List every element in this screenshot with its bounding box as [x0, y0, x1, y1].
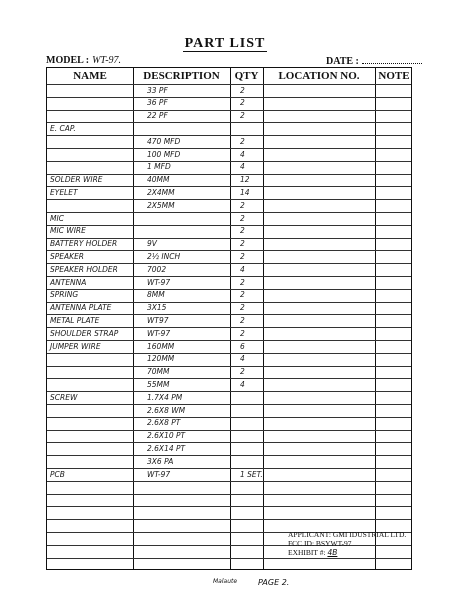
date-blank-line — [362, 55, 422, 64]
row-divider — [47, 404, 411, 405]
cell-description: 3X15 — [147, 303, 167, 313]
cell-qty: 2 — [240, 200, 245, 210]
cell-qty: 2 — [240, 367, 245, 377]
cell-description: 2X4MM — [147, 187, 175, 197]
cell-description: 100 MFD — [147, 149, 181, 159]
cell-qty: 6 — [240, 341, 245, 351]
cell-description: 1.7X4 PM — [147, 392, 183, 402]
cell-description: 7002 — [147, 264, 167, 274]
cell-description: 160MM — [147, 341, 175, 351]
row-divider — [47, 122, 411, 123]
cell-qty: 2 — [240, 290, 245, 300]
cell-qty: 2 — [240, 85, 245, 95]
row-divider — [47, 353, 411, 354]
row-divider — [47, 442, 411, 443]
cell-qty: 4 — [240, 149, 245, 159]
cell-description: 2X5MM — [147, 200, 175, 210]
cell-description: 2.6X14 PT — [147, 443, 186, 453]
exhibit-value: 4B — [327, 548, 338, 557]
cell-qty: 2 — [240, 111, 245, 121]
cell-description: 2½ INCH — [147, 251, 181, 261]
cell-name: PCB — [50, 469, 65, 479]
cell-description: 2.6X8 PT — [147, 418, 181, 428]
row-divider — [47, 417, 411, 418]
cell-name: SOLDER WIRE — [50, 175, 103, 185]
cell-qty: 2 — [240, 315, 245, 325]
cell-qty: 2 — [240, 98, 245, 108]
cell-name: ANTENNA — [50, 277, 87, 287]
cell-qty: 2 — [240, 213, 245, 223]
cell-description: 470 MFD — [147, 136, 181, 146]
cell-description: 36 PF — [147, 98, 168, 108]
row-divider — [47, 481, 411, 482]
header-description: DESCRIPTION — [143, 70, 220, 82]
cell-name: ANTENNA PLATE — [50, 303, 112, 313]
cell-description: WT-97 — [147, 469, 171, 479]
model-field — [46, 55, 121, 66]
cell-description: 2.6X10 PT — [147, 431, 186, 441]
cell-name: MIC — [50, 213, 64, 223]
row-divider — [47, 455, 411, 456]
cell-qty: 2 — [240, 136, 245, 146]
row-divider — [47, 558, 411, 559]
row-divider — [47, 430, 411, 431]
cell-description: 3X6 PA — [147, 456, 174, 466]
row-divider — [47, 366, 411, 367]
cell-description: 40MM — [147, 175, 170, 185]
cell-description: 9V — [147, 239, 157, 249]
part-list-table — [46, 67, 412, 570]
cell-name: SPEAKER HOLDER — [50, 264, 118, 274]
cell-name: BATTERY HOLDER — [50, 239, 118, 249]
cell-name: E. CAP. — [50, 123, 76, 133]
cell-description: WT-97 — [147, 277, 171, 287]
cell-name: SPRING — [50, 290, 79, 300]
row-divider — [47, 519, 411, 520]
cell-qty: 2 — [240, 303, 245, 313]
cell-qty: 2 — [240, 277, 245, 287]
date-label: DATE : — [326, 56, 359, 67]
cell-description: 1 MFD — [147, 162, 171, 172]
cell-name: METAL PLATE — [50, 315, 100, 325]
row-divider — [47, 97, 411, 98]
cell-description: 55MM — [147, 379, 170, 389]
applicant-block — [288, 530, 406, 557]
cell-description: 33 PF — [147, 85, 168, 95]
row-divider — [47, 494, 411, 495]
header-location-no: LOCATION NO. — [278, 70, 360, 82]
date-field — [326, 55, 422, 67]
header-note: NOTE — [378, 70, 410, 82]
model-label: MODEL : — [46, 55, 90, 66]
row-divider — [47, 289, 411, 290]
row-divider — [47, 135, 411, 136]
row-divider — [47, 110, 411, 111]
cell-name: EYELET — [50, 187, 78, 197]
cell-qty: 14 — [240, 187, 250, 197]
header-qty: QTY — [234, 70, 259, 82]
row-divider — [47, 378, 411, 379]
cell-qty: 2 — [240, 239, 245, 249]
cell-qty: 4 — [240, 162, 245, 172]
cell-description: 2.6X8 WM — [147, 405, 186, 415]
cell-description: WT97 — [147, 315, 169, 325]
cell-name: SHOULDER STRAP — [50, 328, 119, 338]
cell-description: 8MM — [147, 290, 165, 300]
cell-description: WT-97 — [147, 328, 171, 338]
exhibit-label: EXHIBIT #: — [288, 548, 326, 557]
cell-name: SPEAKER — [50, 251, 85, 261]
cell-qty: 2 — [240, 328, 245, 338]
row-divider — [47, 212, 411, 213]
row-divider — [47, 161, 411, 162]
cell-qty: 12 — [240, 175, 250, 185]
row-divider — [47, 225, 411, 226]
cell-qty: 4 — [240, 379, 245, 389]
cell-qty: 2 — [240, 226, 245, 236]
cell-qty: 4 — [240, 354, 245, 364]
cell-name: SCREW — [50, 392, 78, 402]
row-divider — [47, 468, 411, 469]
page-title: PART LIST — [184, 36, 266, 51]
cell-description: 70MM — [147, 367, 170, 377]
header-name: NAME — [73, 70, 107, 82]
cell-name: JUMPER WIRE — [50, 341, 101, 351]
cell-name: MIC WIRE — [50, 226, 86, 236]
footer-note: Malaute — [213, 578, 238, 585]
applicant-name: APPLICANT: GMI IDUSTRIAL LTD. — [288, 530, 407, 539]
row-divider — [47, 506, 411, 507]
row-divider — [47, 199, 411, 200]
cell-qty: 1 SET. — [240, 469, 263, 479]
row-divider — [47, 84, 411, 85]
cell-qty: 4 — [240, 264, 245, 274]
cell-description: 120MM — [147, 354, 175, 364]
page-number: PAGE 2. — [258, 578, 290, 587]
row-divider — [47, 148, 411, 149]
cell-qty: 2 — [240, 251, 245, 261]
exhibit-line — [288, 548, 406, 557]
fcc-id: FCC ID: BSYWT-97 — [288, 539, 352, 548]
cell-description: 22 PF — [147, 111, 168, 121]
model-value: WT-97. — [92, 55, 122, 66]
row-divider — [47, 391, 411, 392]
